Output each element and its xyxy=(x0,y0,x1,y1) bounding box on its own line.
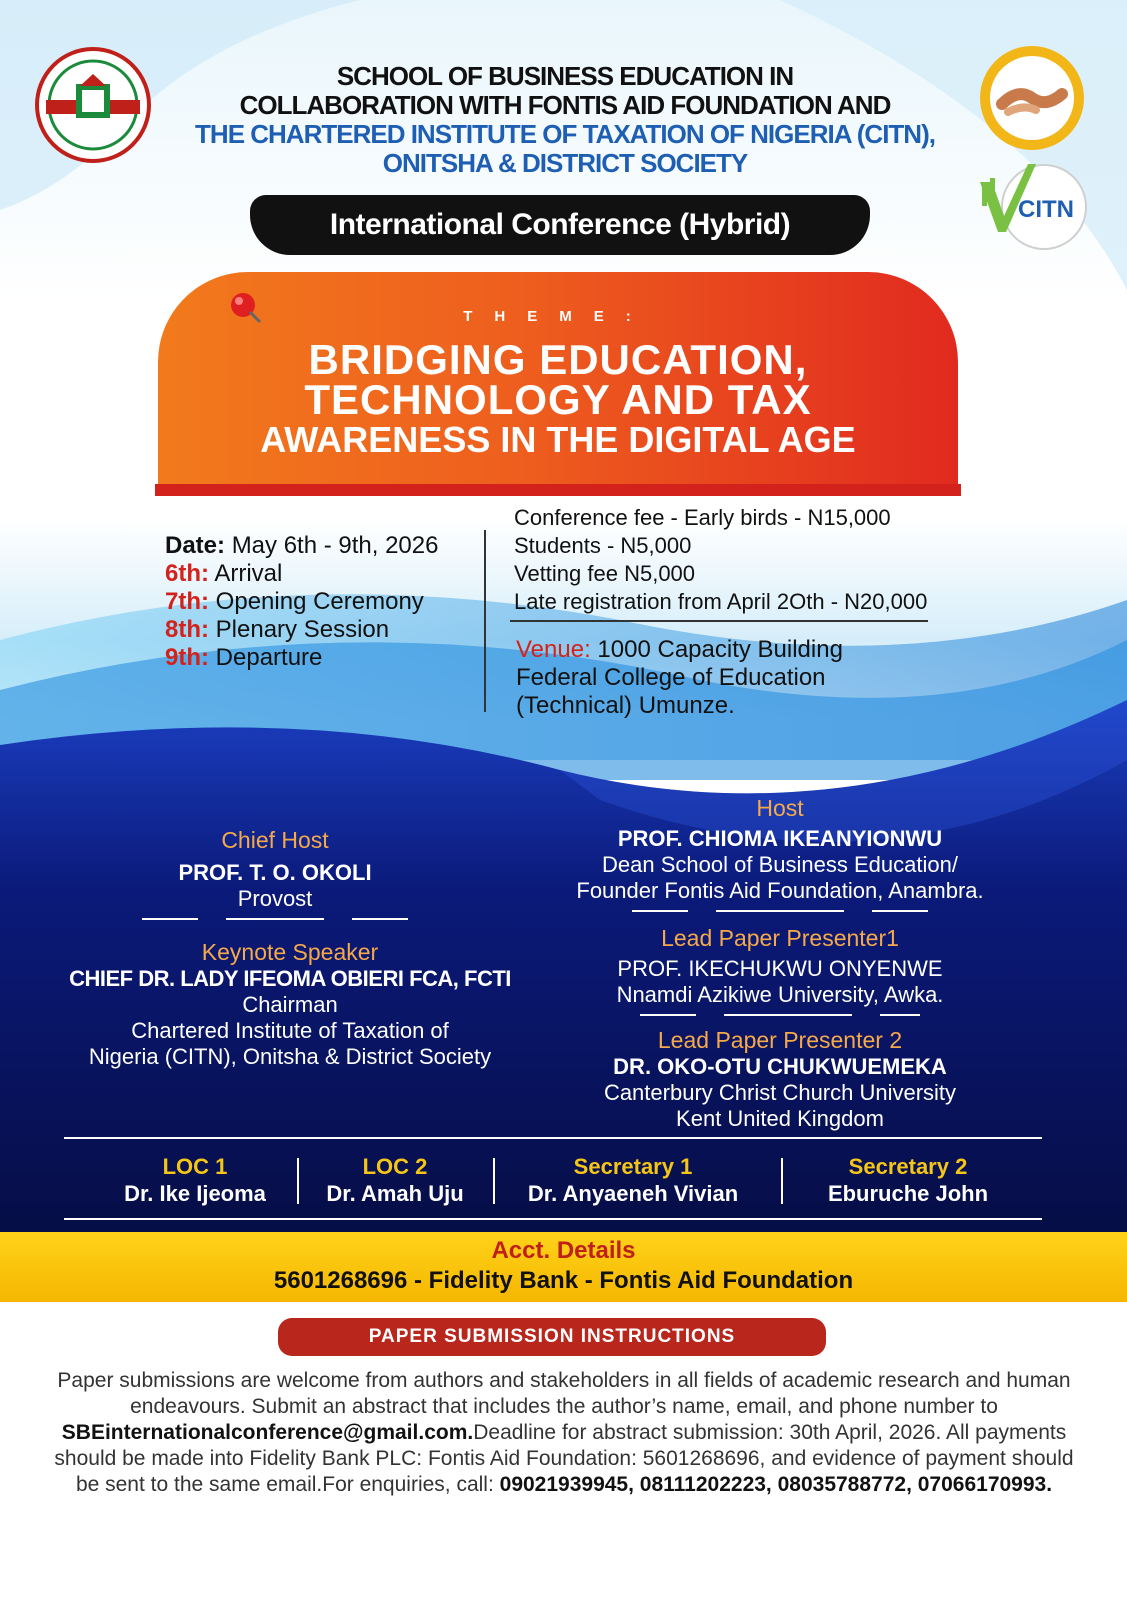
committee-name: Dr. Amah Uju xyxy=(326,1181,464,1206)
lead2-name: DR. OKO-OTU CHUKWUEMEKA xyxy=(613,1054,947,1079)
schedule-item xyxy=(165,644,485,672)
submission-heading: PAPER SUBMISSION INSTRUCTIONS xyxy=(278,1318,826,1356)
account-details xyxy=(0,1232,1127,1302)
horizontal-divider xyxy=(510,620,928,622)
committee-name: Dr. Ike Ijeoma xyxy=(124,1181,266,1206)
submission-text-part-1: Paper submissions are welcome from authors and stakeholders in all fields of academic research and human endeavours. Submit an abstract that includes the author’s name, email, and phone number to xyxy=(57,1369,1071,1418)
schedule-day: 6th: xyxy=(165,560,209,587)
schedule xyxy=(165,532,485,672)
org-line-3: THE CHARTERED INSTITUTE OF TAXATION OF NIGERIA (CITN), xyxy=(195,119,935,149)
account-value: 5601268696 - Fidelity Bank - Fontis Aid Foundation xyxy=(273,1267,854,1294)
venue-line-3: (Technical) Umunze. xyxy=(516,692,735,719)
committee-member xyxy=(498,1154,768,1208)
keynote-speaker xyxy=(30,938,550,1070)
schedule-day: 7th: xyxy=(165,588,209,615)
committee-title: Secretary 1 xyxy=(573,1154,693,1179)
schedule-day: 9th: xyxy=(165,644,209,671)
submission-phones: 09021939945, 08111202223, 08035788772, 07066170993. xyxy=(499,1473,1053,1496)
schedule-event: Opening Ceremony xyxy=(215,588,424,615)
venue-text: 1000 Capacity Building xyxy=(597,636,843,663)
fees-list xyxy=(514,504,1034,616)
divider-dashes xyxy=(560,1014,1000,1016)
citn-logo xyxy=(978,162,1088,252)
chief-host-name: PROF. T. O. OKOLI xyxy=(178,860,372,885)
committee-divider xyxy=(781,1158,783,1204)
schedule-item xyxy=(165,588,485,616)
lead-paper-presenter-1 xyxy=(560,924,1000,1020)
schedule-event: Arrival xyxy=(214,560,283,587)
submission-text xyxy=(52,1368,1076,1498)
committee-top-line xyxy=(64,1137,1042,1139)
committee-divider xyxy=(297,1158,299,1204)
venue xyxy=(516,636,1036,720)
lead-paper-presenter-2 xyxy=(560,1026,1000,1132)
chief-host-role: Chief Host xyxy=(221,827,329,853)
committee-member xyxy=(302,1154,488,1208)
submission-text-part-2: Deadline for abstract submission: 30th April, 2026. All payments should be made into Fidelity Bank PLC: Fontis Aid Foundation: 5601268696, and evidence of payment should be sent to the same email.For enquiries, call: xyxy=(54,1421,1074,1496)
theme-title xyxy=(158,336,958,460)
theme-banner-base xyxy=(155,484,961,496)
keynote-title: Chairman xyxy=(242,992,338,1017)
schedule-event: Departure xyxy=(215,644,323,671)
chief-host xyxy=(40,826,510,924)
fee-item: Conference fee - Early birds - N15,000 xyxy=(514,505,891,530)
venue-line-1 xyxy=(516,636,1036,664)
keynote-org-2: Nigeria (CITN), Onitsha & District Society xyxy=(88,1044,492,1069)
lead1-role: Lead Paper Presenter1 xyxy=(661,925,899,951)
host-role: Host xyxy=(756,795,804,821)
lead2-role: Lead Paper Presenter 2 xyxy=(657,1027,903,1053)
host-title-1: Dean School of Business Education/ xyxy=(602,852,958,877)
theme-line-1: BRIDGING EDUCATION, xyxy=(308,336,808,383)
citn-logo-text: CITN xyxy=(1018,196,1074,223)
keynote-org-1: Chartered Institute of Taxation of xyxy=(131,1018,449,1043)
org-line-4: ONITSHA & DISTRICT SOCIETY xyxy=(382,148,748,178)
host-title-2: Founder Fontis Aid Foundation, Anambra. xyxy=(576,878,984,903)
divider-dashes xyxy=(560,910,1000,912)
date-value: May 6th - 9th, 2026 xyxy=(231,532,439,559)
committee-title: LOC 2 xyxy=(362,1154,428,1179)
schedule-event: Plenary Session xyxy=(215,616,390,643)
schedule-day: 8th: xyxy=(165,616,209,643)
committee-bottom-line xyxy=(64,1218,1042,1220)
theme-label: THEME: xyxy=(463,308,653,325)
keynote-name: CHIEF DR. LADY IFEOMA OBIERI FCA, FCTI xyxy=(69,966,511,991)
date-row xyxy=(165,532,485,560)
theme-line-2: TECHNOLOGY AND TAX xyxy=(304,376,812,423)
org-line-1: SCHOOL OF BUSINESS EDUCATION IN xyxy=(336,61,794,91)
keynote-role: Keynote Speaker xyxy=(201,939,379,965)
schedule-item xyxy=(165,560,485,588)
fontis-aid-foundation-logo xyxy=(978,44,1086,152)
host-name: PROF. CHIOMA IKEANYIONWU xyxy=(617,826,943,851)
committee-title: LOC 1 xyxy=(162,1154,228,1179)
lead2-org-2: Kent United Kingdom xyxy=(676,1106,884,1131)
fee-item: Late registration from April 2Oth - N20,000 xyxy=(514,589,928,614)
committee-member xyxy=(786,1154,1030,1208)
fee-item: Vetting fee N5,000 xyxy=(514,561,696,586)
lead2-org-1: Canterbury Christ Church University xyxy=(603,1080,957,1105)
lead1-org: Nnamdi Azikiwe University, Awka. xyxy=(616,982,944,1007)
committee-divider xyxy=(493,1158,495,1204)
chief-host-title: Provost xyxy=(237,886,313,911)
conference-type-badge: International Conference (Hybrid) xyxy=(250,195,870,255)
venue-line-2: Federal College of Education xyxy=(516,664,826,691)
committee-member xyxy=(100,1154,290,1208)
org-line-2: COLLABORATION WITH FONTIS AID FOUNDATION AND xyxy=(239,90,891,120)
committee-name: Eburuche John xyxy=(827,1181,989,1206)
vertical-divider xyxy=(484,530,486,712)
host xyxy=(560,794,1000,916)
schedule-item xyxy=(165,616,485,644)
federal-college-of-education-seal xyxy=(32,44,154,166)
submission-email[interactable]: SBEinternationalconference@gmail.com. xyxy=(61,1421,474,1444)
lead1-name: PROF. IKECHUKWU ONYENWE xyxy=(617,956,943,981)
fee-item: Students - N5,000 xyxy=(514,533,692,558)
theme-line-3: AWARENESS IN THE DIGITAL AGE xyxy=(260,419,856,460)
account-label: Acct. Details xyxy=(491,1237,636,1264)
organizer-title xyxy=(150,62,980,178)
date-label: Date: xyxy=(165,532,226,559)
venue-label: Venue: xyxy=(516,636,591,663)
divider-dashes xyxy=(40,918,510,920)
committee-name: Dr. Anyaeneh Vivian xyxy=(527,1181,739,1206)
committee-title: Secretary 2 xyxy=(848,1154,968,1179)
